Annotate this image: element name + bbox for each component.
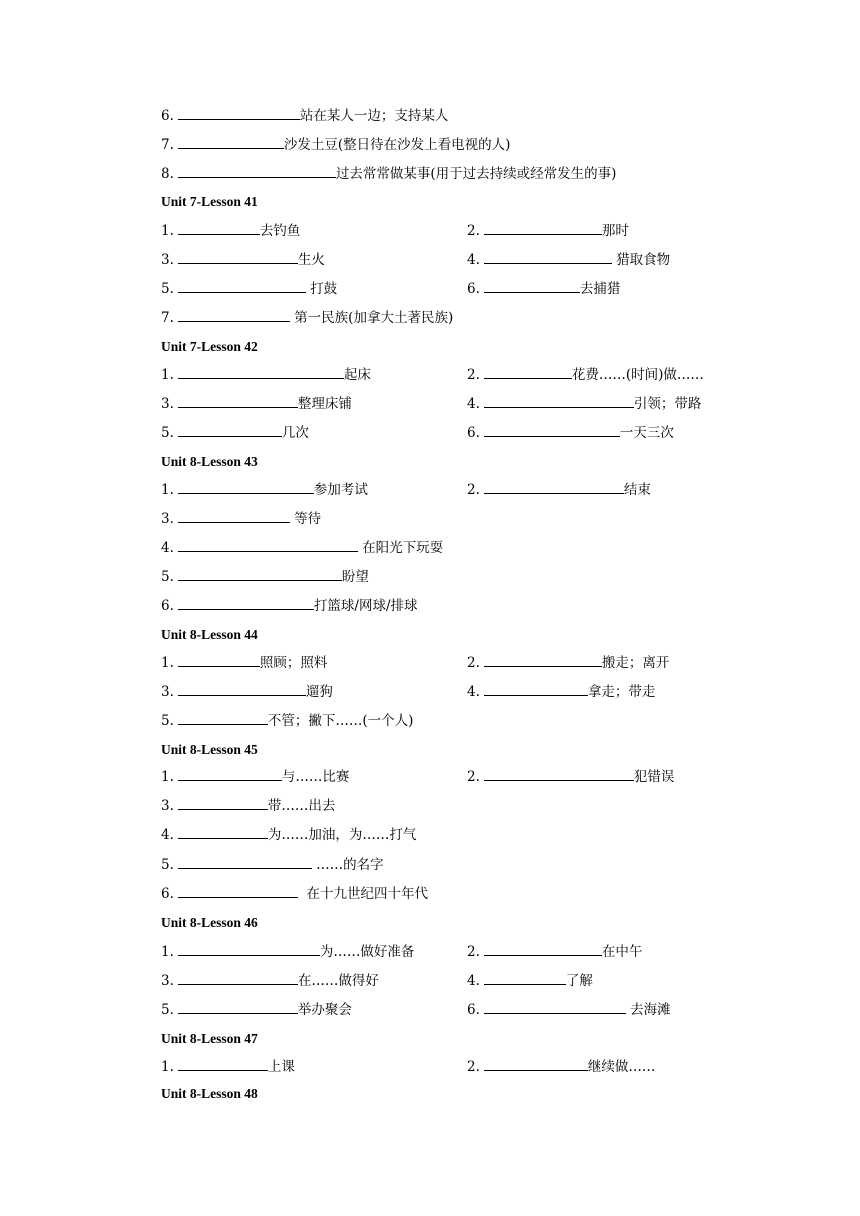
item-number: 6. <box>161 598 174 614</box>
exercise-item <box>161 162 616 185</box>
item-number: 4. <box>467 396 480 412</box>
answer-blank[interactable] <box>178 794 268 810</box>
exercise-item <box>161 392 352 415</box>
item-number: 3. <box>161 973 174 989</box>
item-number: 5. <box>161 713 174 729</box>
item-number: 6. <box>161 886 174 902</box>
answer-blank[interactable] <box>178 133 284 149</box>
item-meaning: 花费……(时间)做…… <box>571 367 704 383</box>
answer-blank[interactable] <box>484 1055 588 1071</box>
answer-blank[interactable] <box>178 680 306 696</box>
item-meaning: 打鼓 <box>305 281 338 297</box>
item-number: 5. <box>161 425 174 441</box>
item-meaning: 生火 <box>297 252 325 268</box>
answer-blank[interactable] <box>484 998 626 1014</box>
exercise-item <box>161 133 510 156</box>
exercise-item <box>161 277 337 300</box>
answer-blank[interactable] <box>178 104 300 120</box>
section-heading: Unit 8-Lesson 46 <box>161 915 258 930</box>
item-number: 5. <box>161 281 174 297</box>
exercise-item <box>467 1055 655 1078</box>
item-number: 2. <box>467 769 480 785</box>
section-heading: Unit 8-Lesson 48 <box>161 1086 258 1101</box>
item-number: 2. <box>467 367 480 383</box>
answer-blank[interactable] <box>484 969 566 985</box>
item-number: 7. <box>161 310 174 326</box>
answer-blank[interactable] <box>484 680 588 696</box>
item-meaning: 起床 <box>343 367 371 383</box>
exercise-item <box>161 794 335 817</box>
item-meaning: 在……做得好 <box>297 973 379 989</box>
item-number: 3. <box>161 511 174 527</box>
answer-blank[interactable] <box>178 594 314 610</box>
item-meaning: 在阳光下玩耍 <box>357 540 444 556</box>
item-meaning: ……的名字 <box>311 857 384 873</box>
item-number: 5. <box>161 1002 174 1018</box>
answer-blank[interactable] <box>484 392 634 408</box>
item-meaning: 几次 <box>281 425 309 441</box>
item-number: 1. <box>161 944 174 960</box>
exercise-item <box>467 392 701 415</box>
item-number: 6. <box>467 1002 480 1018</box>
exercise-item <box>161 421 309 444</box>
item-meaning: 第一民族(加拿大土著民族) <box>289 310 454 326</box>
item-number: 3. <box>161 252 174 268</box>
answer-blank[interactable] <box>484 219 602 235</box>
exercise-item <box>161 306 453 329</box>
exercise-item <box>161 940 414 963</box>
answer-blank[interactable] <box>178 277 306 293</box>
answer-blank[interactable] <box>178 882 298 898</box>
answer-blank[interactable] <box>178 507 290 523</box>
item-meaning: 过去常常做某事(用于过去持续或经常发生的事) <box>335 166 617 182</box>
exercise-item <box>161 651 327 674</box>
exercise-item <box>467 940 642 963</box>
item-number: 7. <box>161 137 174 153</box>
item-meaning: 在中午 <box>601 944 643 960</box>
item-meaning: 举办聚会 <box>297 1002 352 1018</box>
item-number: 1. <box>161 1059 174 1075</box>
answer-blank[interactable] <box>178 421 282 437</box>
answer-blank[interactable] <box>178 651 260 667</box>
section-heading: Unit 8-Lesson 47 <box>161 1031 258 1046</box>
item-meaning: 照顾；照料 <box>259 655 328 671</box>
item-meaning: 去海滩 <box>625 1002 671 1018</box>
exercise-item <box>161 1055 295 1078</box>
section-heading: Unit 7-Lesson 41 <box>161 194 258 209</box>
exercise-item <box>467 651 669 674</box>
item-number: 2. <box>467 1059 480 1075</box>
item-meaning: 继续做…… <box>587 1059 656 1075</box>
exercise-item <box>467 969 593 992</box>
answer-blank[interactable] <box>484 478 624 494</box>
item-meaning: 为……做好准备 <box>319 944 415 960</box>
exercise-item <box>161 709 413 732</box>
exercise-item <box>161 594 418 617</box>
item-number: 6. <box>161 108 174 124</box>
exercise-item <box>467 277 620 300</box>
section-heading: Unit 8-Lesson 44 <box>161 627 258 642</box>
exercise-item <box>161 853 384 876</box>
item-number: 2. <box>467 223 480 239</box>
answer-blank[interactable] <box>484 765 634 781</box>
item-number: 3. <box>161 798 174 814</box>
item-meaning: 与……比赛 <box>281 769 350 785</box>
exercise-item <box>467 248 670 271</box>
answer-blank[interactable] <box>178 565 342 581</box>
exercise-item <box>161 536 443 559</box>
item-number: 1. <box>161 367 174 383</box>
item-number: 1. <box>161 769 174 785</box>
answer-blank[interactable] <box>178 306 290 322</box>
item-meaning: 等待 <box>289 511 322 527</box>
item-meaning: 沙发土豆(整日待在沙发上看电视的人) <box>283 137 511 153</box>
exercise-item <box>161 765 349 788</box>
section-heading: Unit 8-Lesson 43 <box>161 454 258 469</box>
answer-blank[interactable] <box>178 219 260 235</box>
answer-blank[interactable] <box>178 969 298 985</box>
exercise-item <box>467 363 704 386</box>
item-number: 8. <box>161 166 174 182</box>
item-number: 4. <box>467 684 480 700</box>
section-heading: Unit 8-Lesson 45 <box>161 742 258 757</box>
exercise-item <box>161 565 369 588</box>
item-number: 6. <box>467 425 480 441</box>
answer-blank[interactable] <box>484 421 620 437</box>
answer-blank[interactable] <box>178 162 336 178</box>
answer-blank[interactable] <box>484 248 612 264</box>
answer-blank[interactable] <box>178 940 320 956</box>
item-meaning: 参加考试 <box>313 482 368 498</box>
item-meaning: 带……出去 <box>267 798 336 814</box>
item-meaning: 搬走；离开 <box>601 655 670 671</box>
item-meaning: 了解 <box>565 973 593 989</box>
item-number: 2. <box>467 944 480 960</box>
item-number: 1. <box>161 223 174 239</box>
item-number: 3. <box>161 684 174 700</box>
exercise-item <box>161 478 368 501</box>
answer-blank[interactable] <box>178 998 298 1014</box>
exercise-item <box>161 823 416 846</box>
item-number: 6. <box>467 281 480 297</box>
exercise-item <box>467 765 674 788</box>
item-meaning: 在十九世纪四十年代 <box>297 886 428 902</box>
exercise-item <box>161 363 371 386</box>
answer-blank[interactable] <box>178 853 312 869</box>
answer-blank[interactable] <box>178 823 268 839</box>
answer-blank[interactable] <box>178 709 268 725</box>
item-meaning: 为……加油，为……打气 <box>267 827 417 843</box>
section-heading: Unit 7-Lesson 42 <box>161 339 258 354</box>
item-meaning: 那时 <box>601 223 629 239</box>
exercise-item <box>467 998 671 1021</box>
item-number: 2. <box>467 655 480 671</box>
answer-blank[interactable] <box>178 536 358 552</box>
item-meaning: 去捕猎 <box>579 281 621 297</box>
answer-blank[interactable] <box>484 651 602 667</box>
item-number: 1. <box>161 482 174 498</box>
item-number: 4. <box>467 973 480 989</box>
item-number: 5. <box>161 569 174 585</box>
item-number: 2. <box>467 482 480 498</box>
item-meaning: 打篮球/网球/排球 <box>313 598 418 614</box>
exercise-item <box>467 219 629 242</box>
answer-blank[interactable] <box>178 363 344 379</box>
exercise-item <box>467 421 674 444</box>
item-number: 4. <box>467 252 480 268</box>
item-meaning: 一天三次 <box>619 425 674 441</box>
item-meaning: 犯错误 <box>633 769 675 785</box>
exercise-item <box>161 680 333 703</box>
item-meaning: 遛狗 <box>305 684 333 700</box>
item-meaning: 不管；撇下……(一个人) <box>267 713 414 729</box>
answer-blank[interactable] <box>484 277 580 293</box>
item-number: 3. <box>161 396 174 412</box>
item-number: 5. <box>161 857 174 873</box>
answer-blank[interactable] <box>178 248 298 264</box>
item-meaning: 整理床铺 <box>297 396 352 412</box>
exercise-item <box>161 882 428 905</box>
exercise-item <box>467 680 655 703</box>
answer-blank[interactable] <box>178 478 314 494</box>
exercise-item <box>161 104 448 127</box>
exercise-item <box>467 478 651 501</box>
answer-blank[interactable] <box>178 392 298 408</box>
item-meaning: 盼望 <box>341 569 369 585</box>
exercise-item <box>161 507 321 530</box>
answer-blank[interactable] <box>178 1055 268 1071</box>
exercise-item <box>161 998 352 1021</box>
exercise-item <box>161 969 379 992</box>
item-meaning: 猎取食物 <box>611 252 671 268</box>
answer-blank[interactable] <box>484 363 572 379</box>
item-meaning: 站在某人一边；支持某人 <box>299 108 449 124</box>
item-number: 1. <box>161 655 174 671</box>
answer-blank[interactable] <box>484 940 602 956</box>
item-meaning: 结束 <box>623 482 651 498</box>
item-meaning: 引领；带路 <box>633 396 702 412</box>
item-meaning: 拿走；带走 <box>587 684 656 700</box>
exercise-item <box>161 248 325 271</box>
answer-blank[interactable] <box>178 765 282 781</box>
item-meaning: 去钓鱼 <box>259 223 301 239</box>
item-meaning: 上课 <box>267 1059 295 1075</box>
item-number: 4. <box>161 827 174 843</box>
exercise-item <box>161 219 300 242</box>
item-number: 4. <box>161 540 174 556</box>
